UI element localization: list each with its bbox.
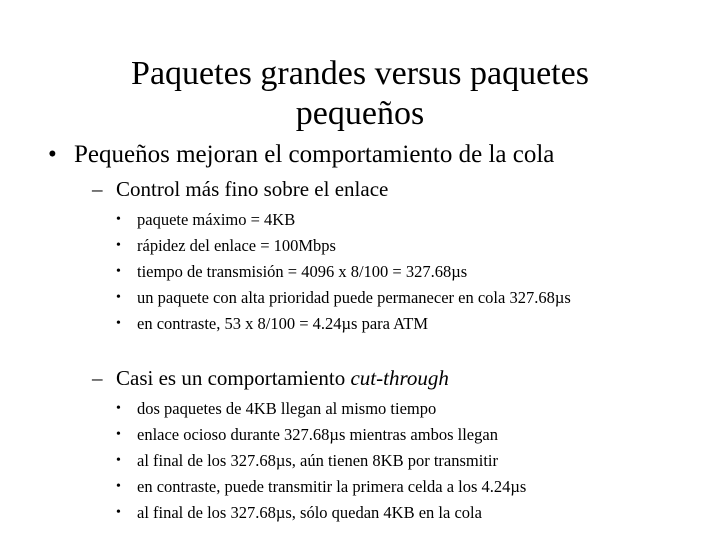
subpoint-cut-through-prefix: Casi es un comportamiento [116, 366, 351, 390]
list-item: • al final de los 327.68µs, sólo quedan 4KB en la cola [116, 500, 526, 526]
list-item: • en contraste, puede transmitir la primera celda a los 4.24µs [116, 474, 526, 500]
cut-through-details-list [116, 396, 526, 526]
dash-icon: – [92, 366, 103, 390]
bullet-dot-icon: • [116, 453, 121, 468]
bullet-dot-icon: • [48, 141, 57, 168]
subpoint-cut-through-italic: cut-through [350, 366, 449, 390]
bullet-dot-icon: • [116, 316, 121, 331]
subpoint-control [92, 176, 388, 202]
bullet-dot-icon: • [116, 505, 121, 520]
subpoint-control-text: Control más fino sobre el enlace [116, 177, 389, 201]
list-item: • paquete máximo = 4KB [116, 207, 571, 233]
bullet-dot-icon: • [116, 479, 121, 494]
list-item: • dos paquetes de 4KB llegan al mismo tiempo [116, 396, 526, 422]
subpoint-cut-through [92, 365, 449, 391]
bullet-level1 [48, 139, 554, 171]
bullet-dot-icon: • [116, 290, 121, 305]
bullet-dot-icon: • [116, 238, 121, 253]
list-item: • en contraste, 53 x 8/100 = 4.24µs para ATM [116, 311, 571, 337]
slide-title [0, 54, 720, 134]
bullet-dot-icon: • [116, 401, 121, 416]
list-item: • al final de los 327.68µs, aún tienen 8KB por transmitir [116, 448, 526, 474]
dash-icon: – [92, 177, 103, 201]
bullet-level1-text: Pequeños mejoran el comportamiento de la cola [74, 141, 555, 168]
title-line-2: pequeños [295, 95, 425, 132]
control-details-list [116, 207, 571, 337]
title-line-1: Paquetes grandes versus paquetes [131, 55, 589, 92]
bullet-dot-icon: • [116, 427, 121, 442]
bullet-dot-icon: • [116, 212, 121, 227]
bullet-dot-icon: • [116, 264, 121, 279]
list-item: • tiempo de transmisión = 4096 x 8/100 = 327.68µs [116, 259, 571, 285]
list-item: • rápidez del enlace = 100Mbps [116, 233, 571, 259]
list-item: • un paquete con alta prioridad puede permanecer en cola 327.68µs [116, 285, 571, 311]
list-item: • enlace ocioso durante 327.68µs mientras ambos llegan [116, 422, 526, 448]
